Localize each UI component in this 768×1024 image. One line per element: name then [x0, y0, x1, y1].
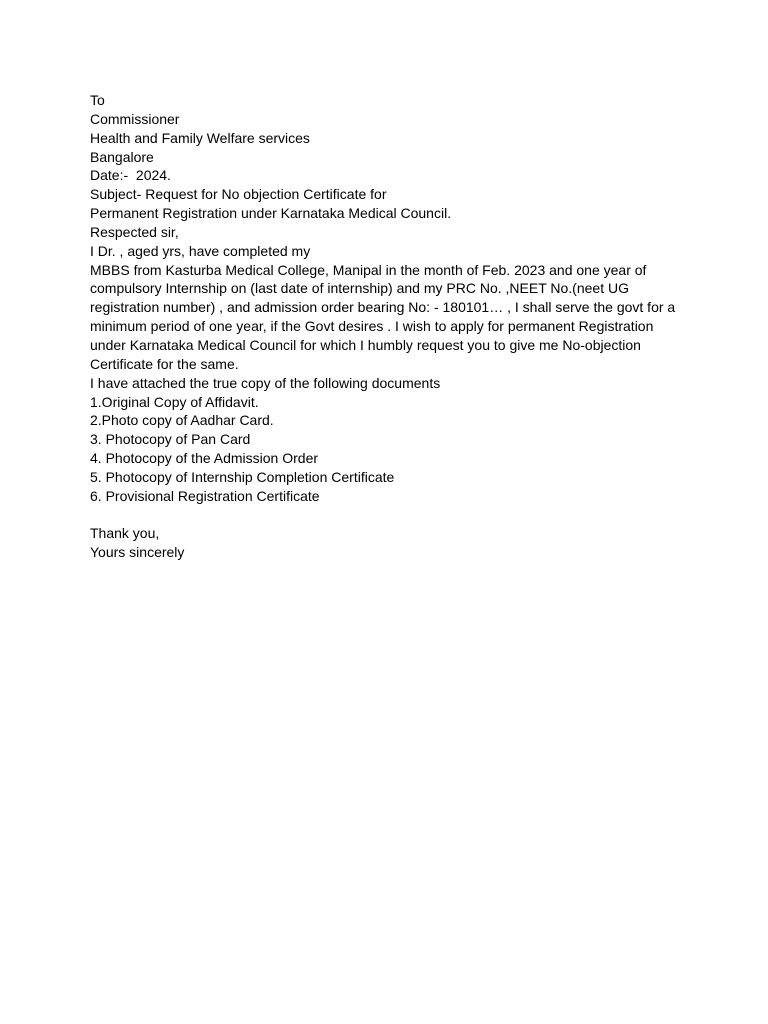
- spacer: [90, 506, 690, 525]
- body-line: MBBS from Kasturba Medical College, Manipal in the month of Feb. 2023 and one year of: [90, 261, 647, 278]
- letter-subject: [90, 185, 690, 223]
- address-line-to: To: [90, 92, 105, 108]
- letter-body: [90, 261, 690, 374]
- salutation: Respected sir,: [90, 223, 179, 240]
- body-line: under Karnataka Medical Council for which I humbly request you to give me No-objection: [90, 336, 641, 353]
- body-line: minimum period of one year, if the Govt desires . I wish to apply for permanent Registration: [90, 318, 654, 335]
- address-line-title: Commissioner: [90, 110, 180, 127]
- letter-date: Date:- 2024.: [90, 167, 171, 184]
- attachment-item: 6. Provisional Registration Certificate: [90, 487, 320, 504]
- address-line-department: Health and Family Welfare services: [90, 129, 310, 146]
- attachment-item: 3. Photocopy of Pan Card: [90, 431, 251, 448]
- attachment-item: 1.Original Copy of Affidavit.: [90, 393, 259, 410]
- attachment-item: 5. Photocopy of Internship Completion Certificate: [90, 468, 395, 485]
- closing-signoff: Yours sincerely: [90, 544, 185, 561]
- letter-page: [90, 91, 690, 562]
- body-line: compulsory Internship on (last date of internship) and my PRC No. ,NEET No.(neet UG: [90, 280, 629, 297]
- attachments-intro: I have attached the true copy of the following documents: [90, 374, 441, 391]
- intro-line: I Dr. , aged yrs, have completed my: [90, 242, 311, 259]
- recipient-address: [90, 91, 690, 166]
- attachment-item: 4. Photocopy of the Admission Order: [90, 450, 319, 467]
- body-line: Certificate for the same.: [90, 355, 239, 372]
- letter-closing: [90, 524, 690, 562]
- address-line-city: Bangalore: [90, 148, 154, 165]
- subject-line: Permanent Registration under Karnataka Medical Council.: [90, 205, 452, 222]
- body-line: registration number) , and admission order bearing No: - 180101… , I shall serve the govt for a: [90, 299, 676, 316]
- subject-line: Subject- Request for No objection Certificate for: [90, 186, 387, 203]
- attachments-list: [90, 393, 690, 506]
- closing-thanks: Thank you,: [90, 525, 160, 542]
- attachment-item: 2.Photo copy of Aadhar Card.: [90, 412, 274, 429]
